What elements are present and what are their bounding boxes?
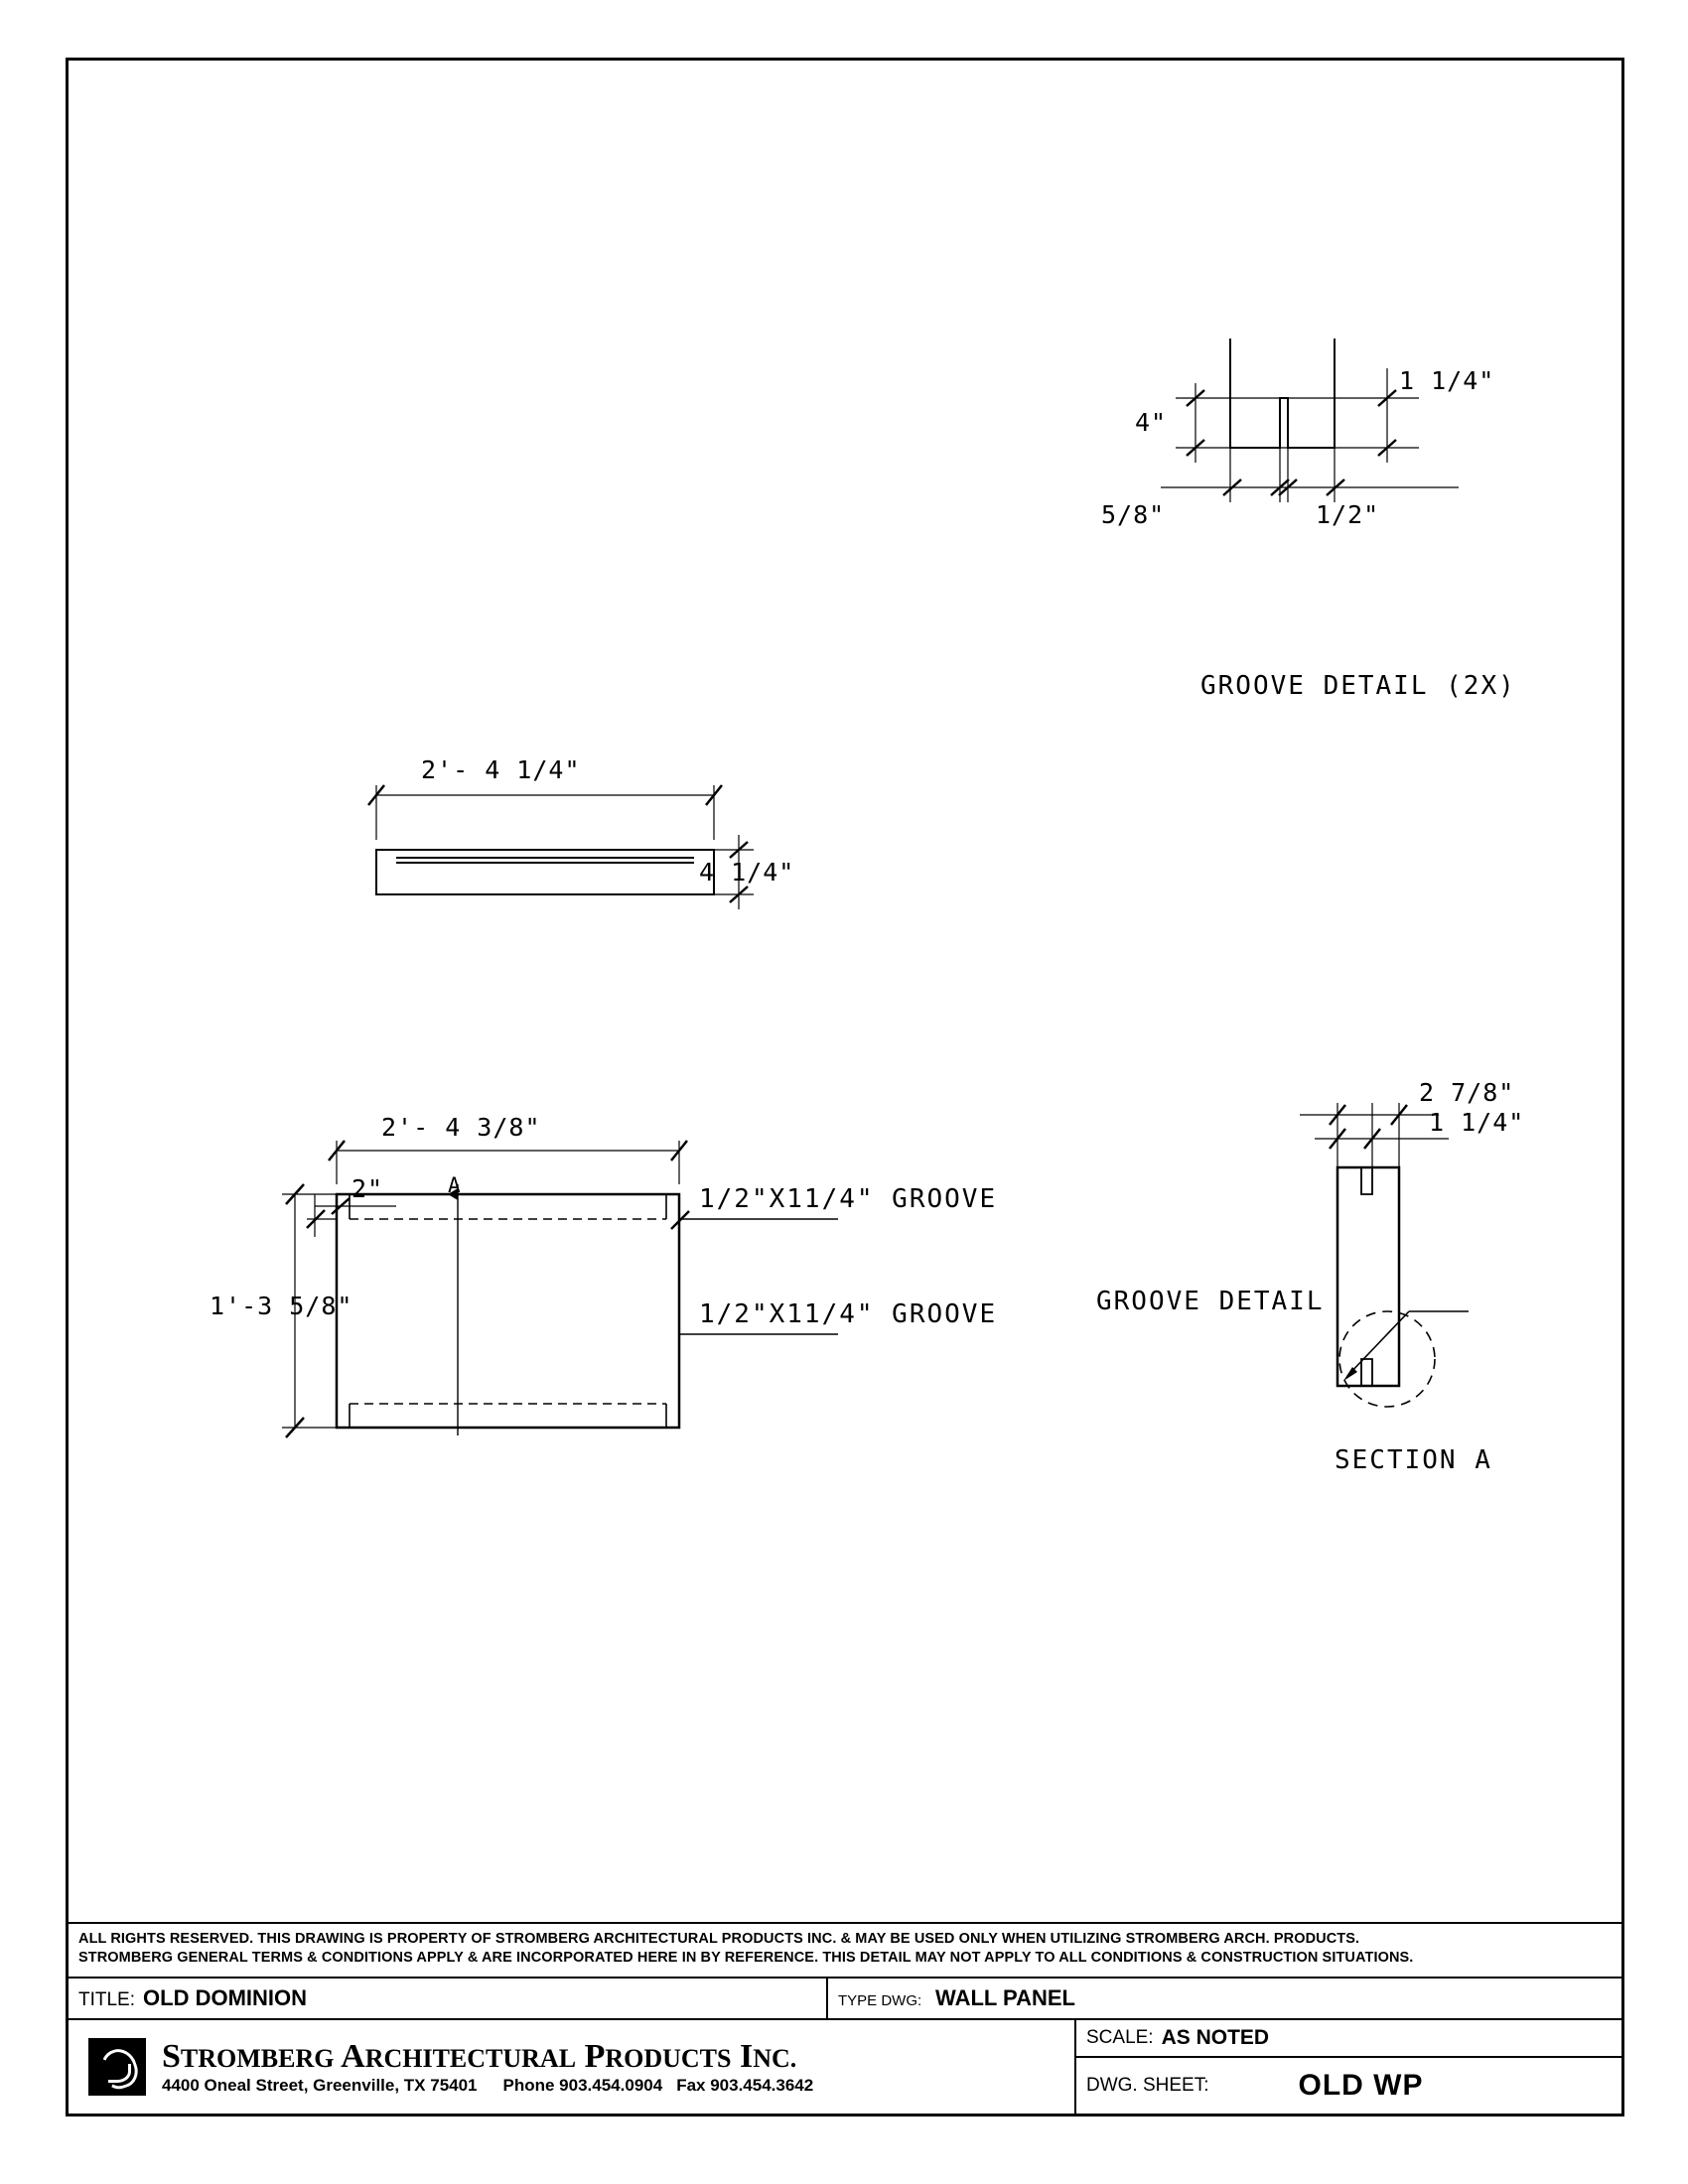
groove-callout-top: 1/2"X11/4" GROOVE	[699, 1184, 998, 1214]
top-view-drawing	[317, 755, 873, 934]
type-cell	[828, 1979, 1621, 2018]
company-name	[162, 2039, 813, 2075]
legal-line-1: ALL RIGHTS RESERVED. THIS DRAWING IS PROPERTY OF STROMBERG ARCHITECTURAL PRODUCTS INC. & MAY BE USED ONLY WHEN UTILIZING STROMBERG ARCH. PRODUCTS.	[78, 1930, 1360, 1947]
groove-detail-2x-drawing	[1101, 339, 1538, 636]
title-value: OLD DOMINION	[143, 1985, 308, 2010]
company-name-s: S	[162, 2037, 181, 2075]
titleblock-middle-row	[69, 1979, 1621, 2020]
company-fax: Fax 903.454.3642	[676, 2076, 814, 2096]
groove-detail-callout: GROOVE DETAIL	[1096, 1287, 1325, 1316]
elevation-drawing	[210, 1113, 998, 1450]
section-a-svg	[1240, 1083, 1598, 1440]
dim-4in: 4"	[1135, 408, 1168, 437]
dim-plan-depth: 4 1/4"	[699, 858, 795, 887]
top-view-svg	[317, 755, 873, 934]
section-a-label: SECTION A	[1335, 1445, 1492, 1475]
legal-notice	[69, 1922, 1621, 1979]
dim-elev-width: 2'- 4 3/8"	[381, 1113, 541, 1142]
scale-label: SCALE:	[1086, 2027, 1154, 2048]
titleblock-bottom-row	[69, 2020, 1621, 2114]
scale-sheet-cell	[1076, 2020, 1621, 2114]
section-a-drawing	[1096, 1078, 1598, 1440]
company-address: 4400 Oneal Street, Greenville, TX 75401	[162, 2076, 478, 2096]
groove-callout-bottom: 1/2"X11/4" GROOVE	[699, 1299, 998, 1329]
title-label: TITLE:	[78, 1989, 136, 2010]
sheet-row	[1076, 2058, 1621, 2114]
company-phone: Phone 903.454.0904	[502, 2076, 663, 2096]
type-value: WALL PANEL	[935, 1985, 1075, 2010]
legal-line-2: STROMBERG GENERAL TERMS & CONDITIONS APPLY & ARE INCORPORATED HERE IN BY REFERENCE. THIS DETAIL MAY NOT APPLY TO ALL CONDITIONS & CONSTRUCTION SITUATIONS.	[78, 1950, 1414, 1967]
company-name-rchitectural: RCHITECTURAL	[364, 2043, 577, 2073]
dim-sec-1-1-4: 1 1/4"	[1429, 1108, 1525, 1137]
company-name-a: A	[341, 2037, 365, 2075]
stromberg-logo-icon	[88, 2038, 146, 2096]
elevation-svg	[237, 1123, 873, 1450]
dim-5-8: 5/8"	[1101, 500, 1166, 529]
sheet-label: DWG. SHEET:	[1086, 2075, 1209, 2096]
dim-1-1-4: 1 1/4"	[1399, 366, 1495, 395]
company-cell	[69, 2020, 1076, 2114]
dim-2-7-8: 2 7/8"	[1419, 1078, 1515, 1107]
scale-row	[1076, 2020, 1621, 2058]
dim-elev-height: 1'-3 5/8"	[210, 1292, 353, 1320]
section-mark-a: A	[448, 1173, 462, 1197]
sheet-value: OLD WP	[1298, 2069, 1424, 2102]
dim-plan-width: 2'- 4 1/4"	[421, 755, 581, 784]
company-contact	[162, 2077, 813, 2095]
dim-elev-inset: 2"	[352, 1174, 384, 1203]
company-block	[162, 2039, 813, 2096]
company-name-i: I	[739, 2037, 754, 2075]
scale-value: AS NOTED	[1161, 2026, 1270, 2049]
groove-detail-2x-label: GROOVE DETAIL (2X)	[1200, 671, 1516, 701]
company-name-tromberg: TROMBERG	[180, 2043, 335, 2073]
dim-1-2: 1/2"	[1316, 500, 1380, 529]
type-label: TYPE DWG:	[838, 1992, 922, 2009]
company-name-p: P	[584, 2037, 606, 2075]
drawing-sheet	[66, 58, 1624, 2116]
titleblock	[69, 1922, 1621, 2114]
title-cell	[69, 1979, 828, 2018]
company-name-nc: NC.	[753, 2043, 797, 2073]
company-name-roducts: RODUCTS	[605, 2043, 732, 2073]
